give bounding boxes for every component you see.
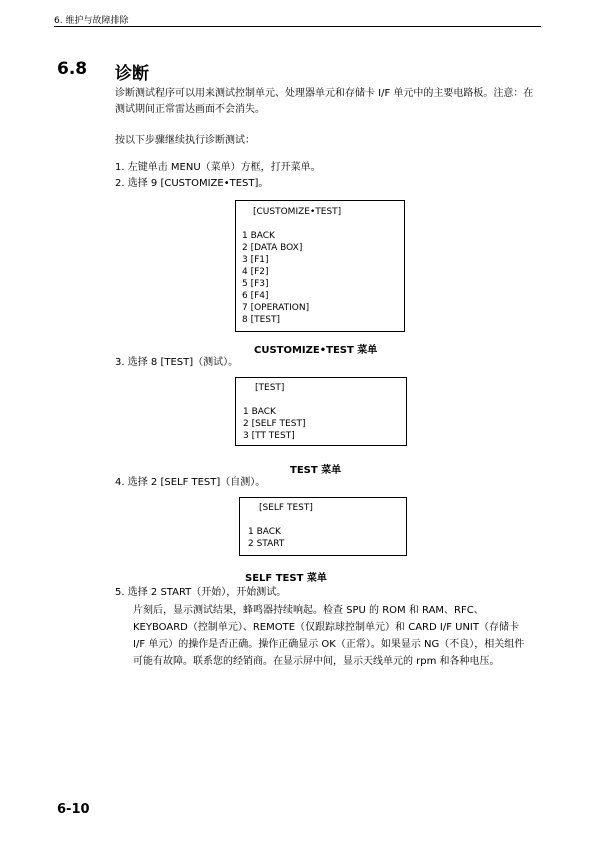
menu-item-back: 1 BACK	[243, 407, 276, 417]
step-1: 1. 左键单击 MENU（菜单）方框，打开菜单。	[115, 162, 321, 173]
menu-item-f2: 4 [F2]	[242, 267, 269, 277]
step-5: 5. 选择 2 START（开始），开始测试。	[115, 587, 287, 598]
test-menu	[235, 377, 407, 446]
menu-title: [SELF TEST]	[259, 503, 313, 513]
menu-title: [CUSTOMIZE•TEST]	[253, 207, 342, 217]
step-3: 3. 选择 8 [TEST]（测试）。	[115, 357, 239, 368]
step-5-description: 片刻后，显示测试结果，蜂鸣器持续响起。检查 SPU 的 ROM 和 RAM、RFC、KEYBOARD（控制单元）、REMOTE（仅跟踪球控制单元）和 CARD I/F UNIT（存储卡 I/F 单元）的操作是否正确。操作正确显示 OK（正常）。如果显示 NG（不良），相关组件可能有故障。联系您的经销商。在显示屏中间，显示天线单元的 rpm 和各种电压。	[133, 605, 525, 667]
menu-item-test: 8 [TEST]	[242, 315, 281, 325]
running-header: 6. 维护与故障排除	[54, 16, 129, 26]
menu-item-f1: 3 [F1]	[242, 255, 269, 265]
page-number: 6-10	[57, 802, 90, 817]
procedure-lead-in: 按以下步骤继续执行诊断测试：	[115, 135, 255, 146]
menu-item-data-box: 2 [DATA BOX]	[242, 243, 303, 253]
step-2: 2. 选择 9 [CUSTOMIZE•TEST]。	[115, 178, 269, 189]
menu-item-back: 1 BACK	[248, 527, 281, 537]
self-test-menu	[239, 497, 407, 556]
menu-item-start: 2 START	[248, 539, 285, 549]
menu-item-back: 1 BACK	[242, 231, 275, 241]
menu-item-tt-test: 3 [TT TEST]	[243, 431, 295, 441]
menu-item-f3: 5 [F3]	[242, 279, 269, 289]
intro-paragraph: 诊断测试程序可以用来测试控制单元、处理器单元和存储卡 I/F 单元中的主要电路板。注意：在测试期间正常雷达画面不会消失。	[115, 88, 534, 115]
test-menu-caption: TEST 菜单	[290, 465, 342, 476]
customize-test-menu-caption: CUSTOMIZE•TEST 菜单	[254, 345, 378, 356]
section-title: 诊断	[115, 64, 149, 84]
menu-item-self-test: 2 [SELF TEST]	[243, 419, 306, 429]
menu-items	[243, 406, 305, 442]
menu-title: [TEST]	[255, 383, 285, 393]
header-rule	[54, 26, 541, 27]
menu-item-f4: 6 [F4]	[242, 291, 269, 301]
section-number: 6.8	[57, 59, 88, 79]
self-test-menu-caption: SELF TEST 菜单	[245, 573, 327, 584]
customize-test-menu	[235, 200, 405, 332]
menu-item-operation: 7 [OPERATION]	[242, 303, 310, 313]
menu-items	[248, 526, 284, 550]
menu-items	[242, 230, 309, 326]
step-4: 4. 选择 2 [SELF TEST]（自测）。	[115, 477, 266, 488]
